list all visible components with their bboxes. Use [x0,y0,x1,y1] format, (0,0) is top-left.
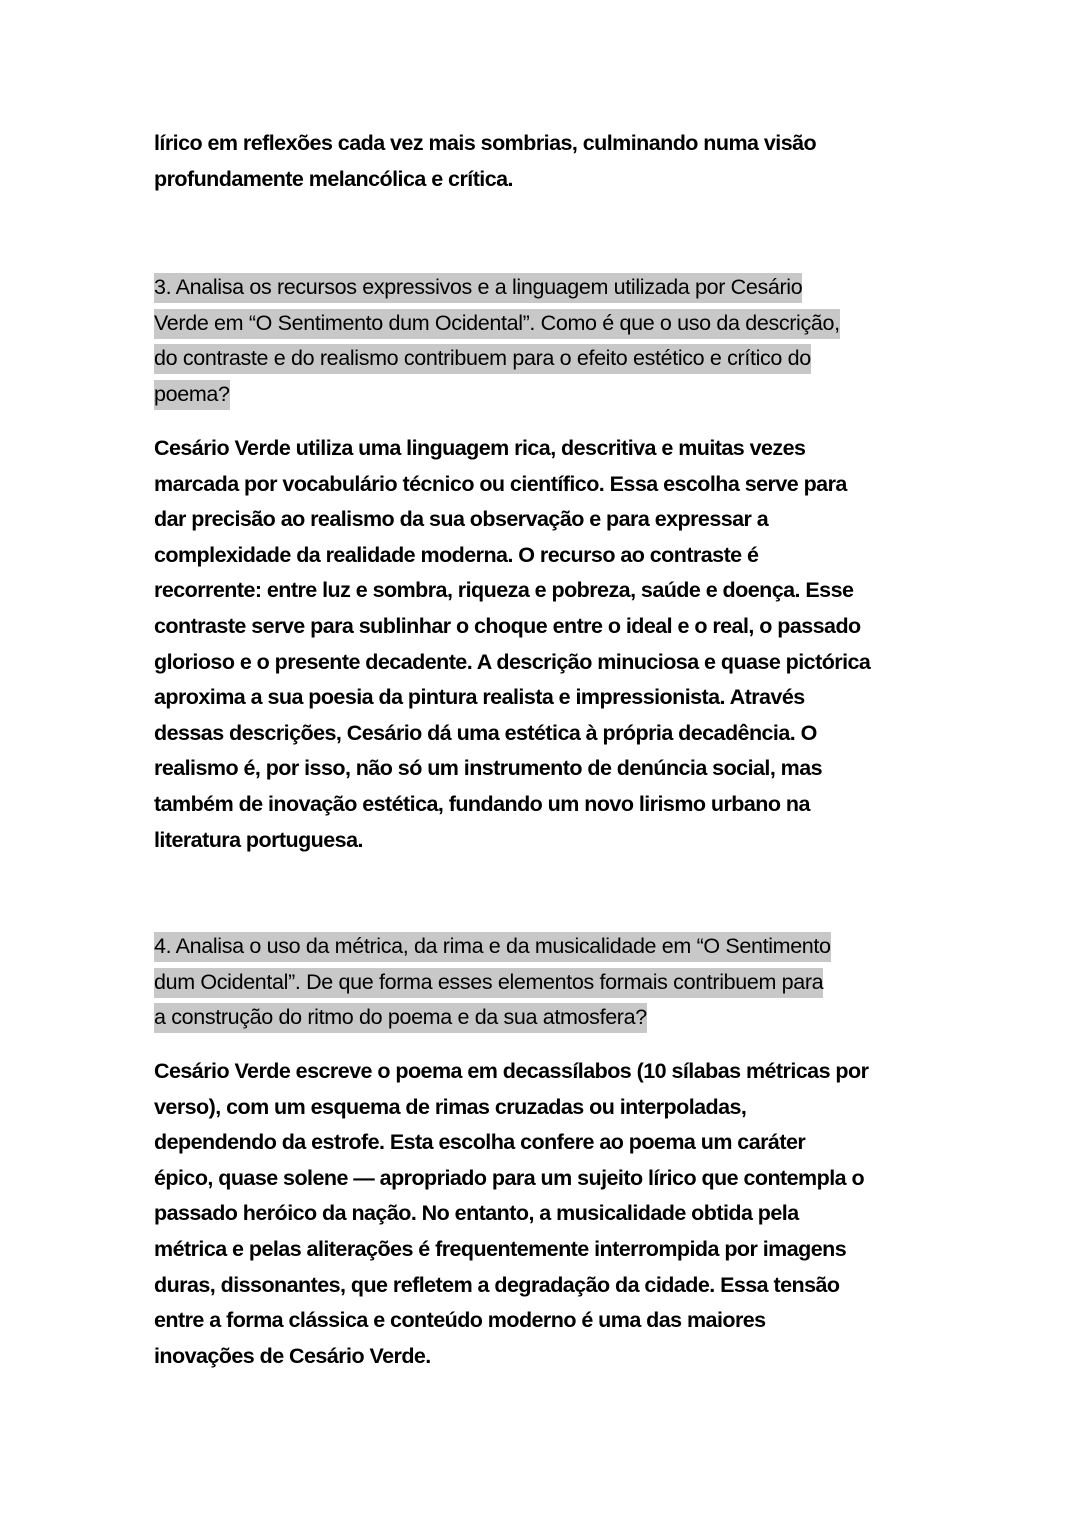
answer-line: passado heróico da nação. No entanto, a musicalidade obtida pela [154,1201,799,1226]
answer-line: aproxima a sua poesia da pintura realista e impressionista. Através [154,685,805,710]
document-page [154,126,944,1368]
question-line: 4. Analisa o uso da métrica, da rima e da musicalidade em “O Sentimento [154,932,831,962]
question-3 [154,270,840,412]
answer-line: Cesário Verde escreve o poema em decassílabos (10 sílabas métricas por [154,1059,869,1083]
answer-4 [154,1054,868,1374]
answer-line: verso), com um esquema de rimas cruzadas ou interpoladas, [154,1094,747,1119]
answer-line: também de inovação estética, fundando um novo lirismo urbano na [154,791,810,816]
answer-line: literatura portuguesa. [154,827,363,852]
text-line: profundamente melancólica e crítica. [154,166,513,191]
answer-3 [154,431,870,858]
text-line: lírico em reflexões cada vez mais sombrias, culminando numa visão [154,131,817,155]
answer-line: glorioso e o presente decadente. A descrição minuciosa e quase pictórica [154,649,871,674]
answer-line: Cesário Verde utiliza uma linguagem rica, descritiva e muitas vezes [154,436,806,460]
question-line: poema? [154,380,230,410]
question-line: Verde em “O Sentimento dum Ocidental”. Como é que o uso da descrição, [154,309,840,339]
question-line: 3. Analisa os recursos expressivos e a linguagem utilizada por Cesário [154,273,802,303]
answer-line: complexidade da realidade moderna. O recurso ao contraste é [154,542,759,567]
answer-line: duras, dissonantes, que refletem a degradação da cidade. Essa tensão [154,1272,840,1297]
answer-line: dessas descrições, Cesário dá uma estética à própria decadência. O [154,720,817,745]
previous-answer-tail [154,126,944,197]
answer-line: épico, quase solene — apropriado para um sujeito lírico que contempla o [154,1165,865,1190]
question-line: a construção do ritmo do poema e da sua atmosfera? [154,1003,647,1033]
answer-line: marcada por vocabulário técnico ou científico. Essa escolha serve para [154,471,847,496]
question-4 [154,929,831,1036]
answer-line: métrica e pelas aliterações é frequentemente interrompida por imagens [154,1236,847,1261]
question-line: dum Ocidental”. De que forma esses elementos formais contribuem para [154,968,823,998]
answer-line: dar precisão ao realismo da sua observação e para expressar a [154,507,769,532]
answer-line: dependendo da estrofe. Esta escolha confere ao poema um caráter [154,1130,806,1155]
answer-line: entre a forma clássica e conteúdo moderno é uma das maiores [154,1308,766,1333]
answer-line: recorrente: entre luz e sombra, riqueza e pobreza, saúde e doença. Esse [154,578,854,603]
answer-line: realismo é, por isso, não só um instrumento de denúncia social, mas [154,756,823,781]
question-line: do contraste e do realismo contribuem para o efeito estético e crítico do [154,344,811,374]
answer-line: contraste serve para sublinhar o choque entre o ideal e o real, o passado [154,613,861,638]
answer-line: inovações de Cesário Verde. [154,1343,431,1368]
